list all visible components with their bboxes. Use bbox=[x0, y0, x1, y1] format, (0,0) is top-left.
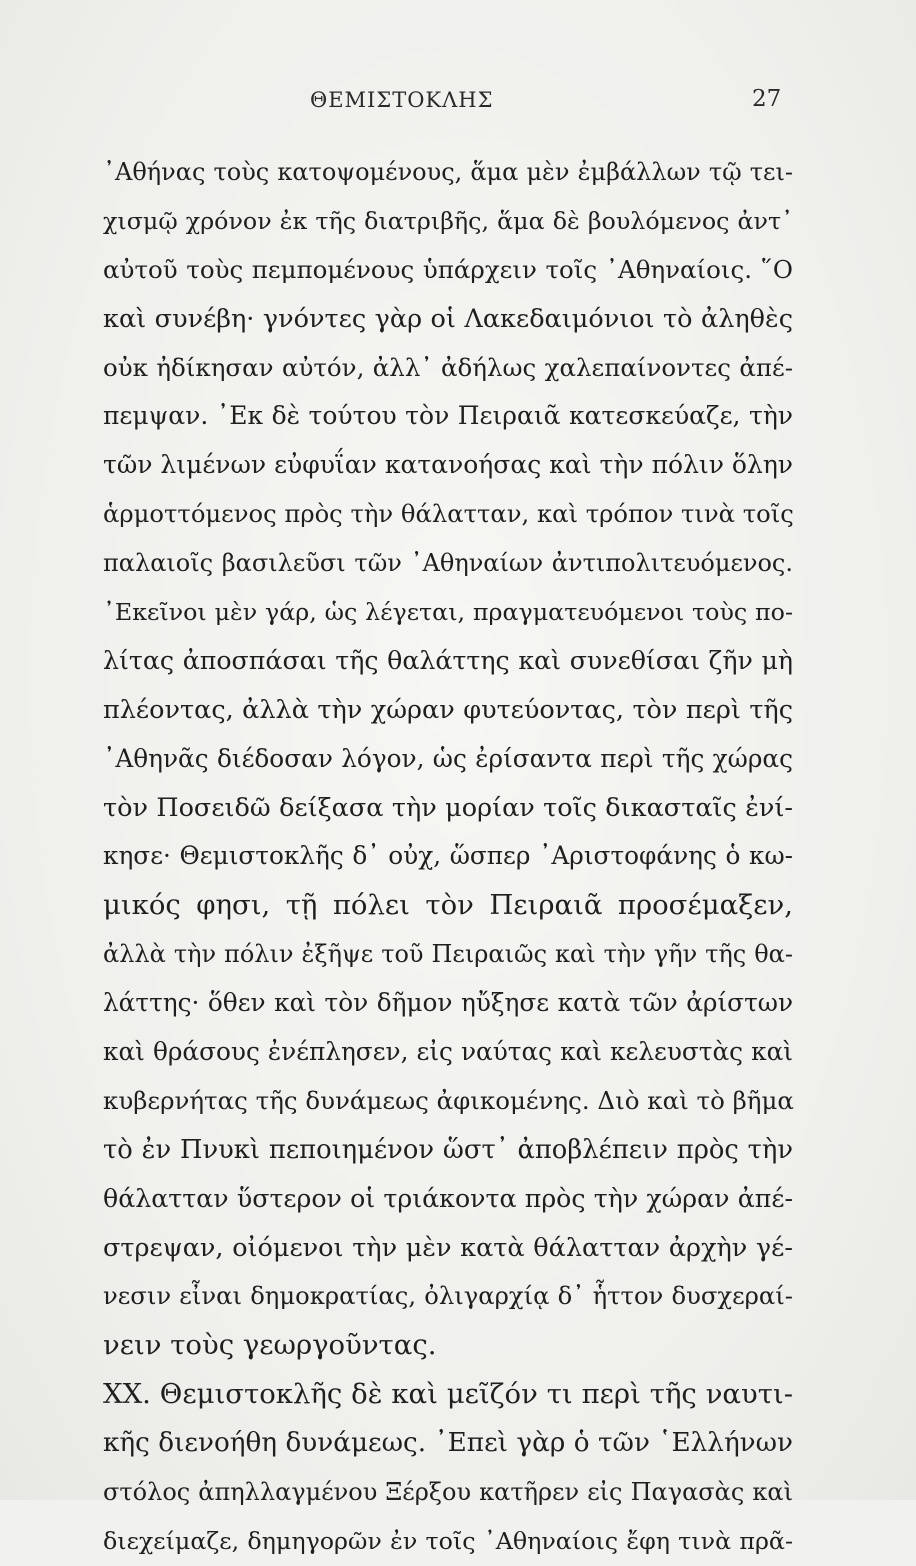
body-text bbox=[103, 148, 793, 1566]
text-line: αὐτοῦ τοὺς πεμπομένους ὑπάρχειν τοῖς ᾿Αθηναίοις. ῞Ο bbox=[103, 254, 793, 284]
text-line: κυβερνήτας τῆς δυνάμεως ἀφικομένης. Διὸ καὶ τὸ βῆμα bbox=[103, 1085, 794, 1115]
text-line: διεχείμαζε, δημηγορῶν ἐν τοῖς ᾿Αθηναίοις ἔφη τινὰ πρᾶ- bbox=[103, 1526, 793, 1555]
text-line: θάλατταν ὕστερον οἱ τριάκοντα πρὸς τὴν χώραν ἀπέ- bbox=[103, 1183, 793, 1213]
text-line: ᾿Αθηνᾶς διέδοσαν λόγον, ὡς ἐρίσαντα περὶ τῆς χώρας bbox=[103, 743, 793, 773]
text-line: νεσιν εἶναι δημοκρατίας, ὀλιγαρχίᾳ δ᾿ ἧττον δυσχεραί- bbox=[103, 1281, 793, 1311]
text-line: πλέοντας, ἀλλὰ τὴν χώραν φυτεύοντας, τὸν περὶ τῆς bbox=[103, 694, 793, 725]
running-head: ΘΕΜΙΣΤΟΚΛΗΣ bbox=[310, 88, 494, 112]
text-line: ἀλλὰ τὴν πόλιν ἐξῆψε τοῦ Πειραιῶς καὶ τὴν γῆν τῆς θα- bbox=[103, 940, 793, 969]
text-line: στόλος ἀπηλλαγμένου Ξέρξου κατῆρεν εἰς Παγασὰς καὶ bbox=[103, 1478, 793, 1507]
text-line: μικός φησι, τῇ πόλει τὸν Πειραιᾶ προσέμαξεν, bbox=[103, 889, 793, 922]
text-line: λίτας ἀποσπάσαι τῆς θαλάττης καὶ συνεθίσαι ζῆν μὴ bbox=[103, 645, 793, 675]
text-line: πεμψαν. ᾿Εκ δὲ τούτου τὸν Πειραιᾶ κατεσκεύαζε, τὴν bbox=[103, 401, 793, 431]
text-line: καὶ συνέβη· γνόντες γὰρ οἱ Λακεδαιμόνιοι τὸ ἀληθὲς bbox=[103, 303, 793, 334]
text-line: στρεψαν, οἰόμενοι τὴν μὲν κατὰ θάλατταν ἀρχὴν γέ- bbox=[103, 1232, 793, 1263]
text-line: ἁρμοττόμενος πρὸς τὴν θάλατταν, καὶ τρόπον τινὰ τοῖς bbox=[103, 499, 794, 529]
text-line-section-start: ΧΧ. Θεμιστοκλῆς δὲ καὶ μεῖζόν τι περὶ τῆς ναυτι- bbox=[103, 1378, 793, 1411]
text-line: ᾿Αθήνας τοὺς κατοψομένους, ἅμα μὲν ἐμβάλλων τῷ τει- bbox=[103, 158, 793, 186]
text-line-paragraph-end: νειν τοὺς γεωργοῦντας. bbox=[103, 1329, 437, 1362]
text-line: ᾿Εκεῖνοι μὲν γάρ, ὡς λέγεται, πραγματευόμενοι τοὺς πο- bbox=[103, 598, 793, 627]
text-line: καὶ θράσους ἐνέπλησεν, εἰς ναύτας καὶ κελευστὰς καὶ bbox=[103, 1037, 793, 1067]
text-line: παλαιοῖς βασιλεῦσι τῶν ᾿Αθηναίων ἀντιπολιτευόμενος. bbox=[103, 549, 793, 578]
text-line: κῆς διενοήθη δυνάμεως. ᾿Επεὶ γὰρ ὁ τῶν ῾Ελλήνων bbox=[103, 1428, 793, 1459]
text-line: χισμῷ χρόνον ἐκ τῆς διατριβῆς, ἅμα δὲ βουλόμενος ἀντ᾿ bbox=[103, 206, 793, 235]
text-line: κησε· Θεμιστοκλῆς δ᾿ οὐχ, ὥσπερ ᾿Αριστοφάνης ὁ κω- bbox=[103, 841, 793, 871]
page-number: 27 bbox=[752, 86, 782, 112]
text-line: τὸ ἐν Πνυκὶ πεποιημένον ὥστ᾿ ἀποβλέπειν πρὸς τὴν bbox=[103, 1134, 793, 1165]
text-line: τὸν Ποσειδῶ δείξασα τὴν μορίαν τοῖς δικασταῖς ἐνί- bbox=[103, 792, 793, 823]
text-line: τῶν λιμένων εὐφυΐαν κατανοήσας καὶ τὴν πόλιν ὅλην bbox=[103, 450, 793, 480]
text-line: λάττης· ὅθεν καὶ τὸν δῆμον ηὔξησε κατὰ τῶν ἀρίστων bbox=[103, 988, 793, 1018]
text-line: οὐκ ἠδίκησαν αὐτόν, ἀλλ᾿ ἀδήλως χαλεπαίνοντες ἀπέ- bbox=[103, 352, 793, 382]
page-header bbox=[0, 88, 916, 118]
